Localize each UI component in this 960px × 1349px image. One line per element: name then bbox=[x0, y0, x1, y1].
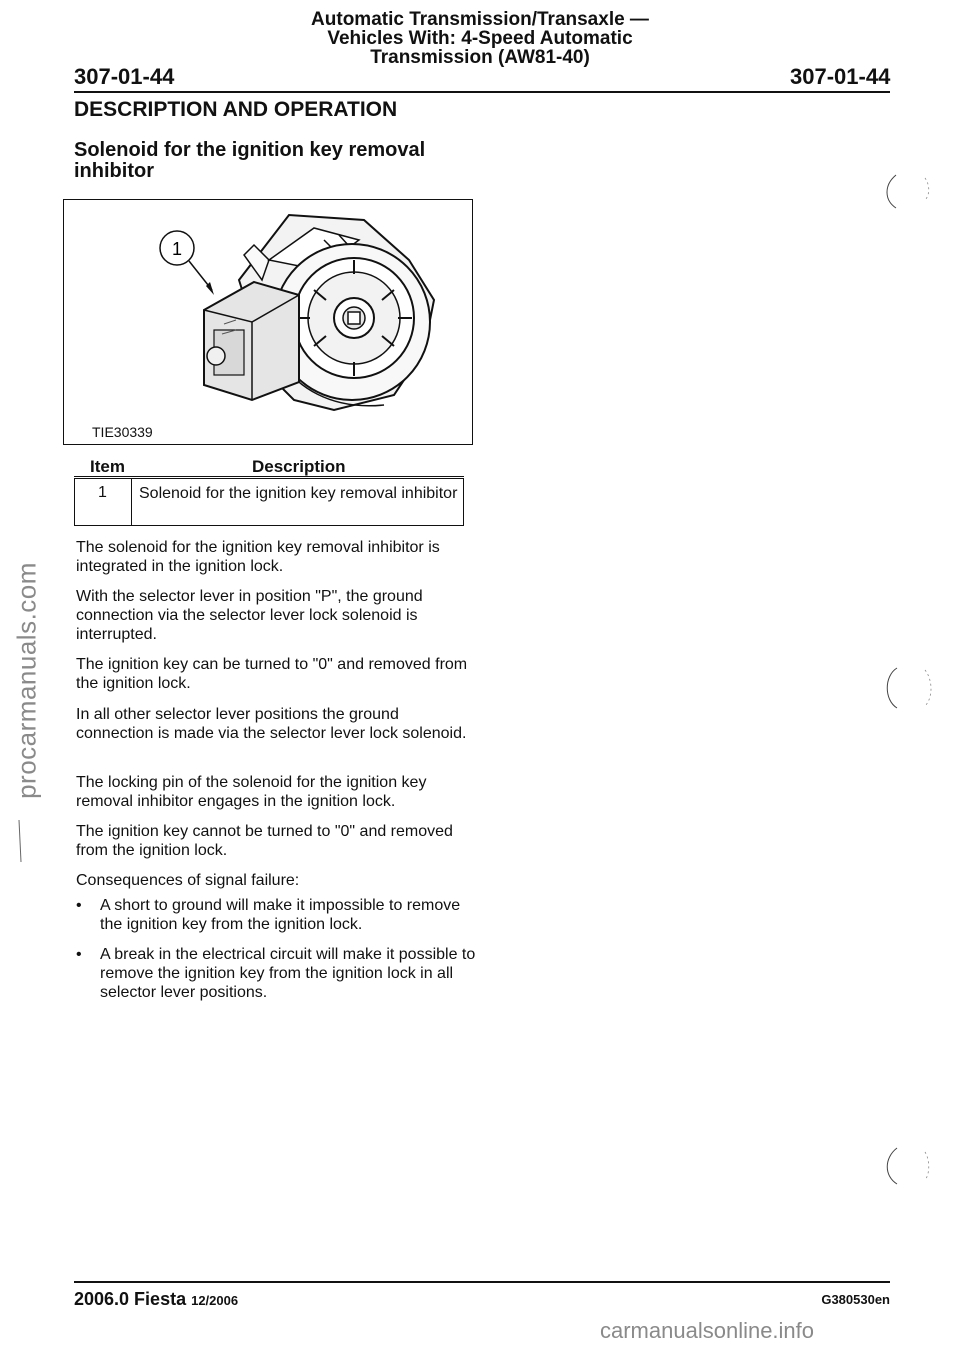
paragraph: With the selector lever in position "P", the ground connection via the selector lever lock solenoid is interrupted. bbox=[76, 588, 423, 643]
paragraph: In all other selector lever positions the ground connection is made via the selector lever lock solenoid. bbox=[76, 706, 467, 742]
footer-model-name: 2006.0 Fiesta bbox=[74, 1289, 187, 1309]
list-item-text: A short to ground will make it impossible to remove the ignition key from the ignition lock. bbox=[100, 897, 461, 933]
table-header-description: Description bbox=[252, 457, 346, 476]
bullet-icon: • bbox=[76, 946, 82, 963]
table-cell-item: 1 bbox=[98, 484, 107, 501]
paragraph: The locking pin of the solenoid for the ignition key removal inhibitor engages in the ignition lock. bbox=[76, 774, 427, 810]
header-title-line-3: Transmission (AW81-40) bbox=[370, 47, 590, 68]
subheading: Solenoid for the ignition key removal inhibitor bbox=[74, 139, 426, 182]
paragraph: The ignition key can be turned to "0" and removed from the ignition lock. bbox=[76, 656, 468, 692]
header-title-line-1: Automatic Transmission/Transaxle — bbox=[311, 9, 649, 30]
paragraph: The ignition key cannot be turned to "0" and removed from the ignition lock. bbox=[76, 823, 453, 859]
bullet-icon: • bbox=[76, 897, 82, 914]
paragraph: Consequences of signal failure: bbox=[76, 872, 300, 889]
footer-divider bbox=[74, 1281, 890, 1283]
table-header-item: Item bbox=[90, 457, 125, 476]
table-cell-description: Solenoid for the ignition key removal inhibitor bbox=[139, 485, 458, 502]
paragraph: The solenoid for the ignition key removal inhibitor is integrated in the ignition lock. bbox=[76, 539, 440, 575]
footer-doc-code: G380530en bbox=[821, 1292, 890, 1307]
header-title-line-2: Vehicles With: 4-Speed Automatic bbox=[327, 28, 633, 49]
section-title: DESCRIPTION AND OPERATION bbox=[74, 98, 398, 121]
figure-callout-number: 1 bbox=[171, 239, 183, 259]
bottom-watermark: carmanualsonline.info bbox=[600, 1318, 815, 1343]
page-number-right: 307-01-44 bbox=[790, 64, 891, 89]
footer-model bbox=[74, 1289, 238, 1310]
figure-label: TIE30339 bbox=[92, 424, 153, 440]
footer-date: 12/2006 bbox=[191, 1293, 239, 1308]
page-number-left: 307-01-44 bbox=[74, 64, 175, 89]
list-item-text: A break in the electrical circuit will make it possible to remove the ignition key from the ignition lock in all selector lever positions. bbox=[100, 946, 476, 1001]
side-watermark: procarmanuals.com bbox=[11, 562, 42, 799]
